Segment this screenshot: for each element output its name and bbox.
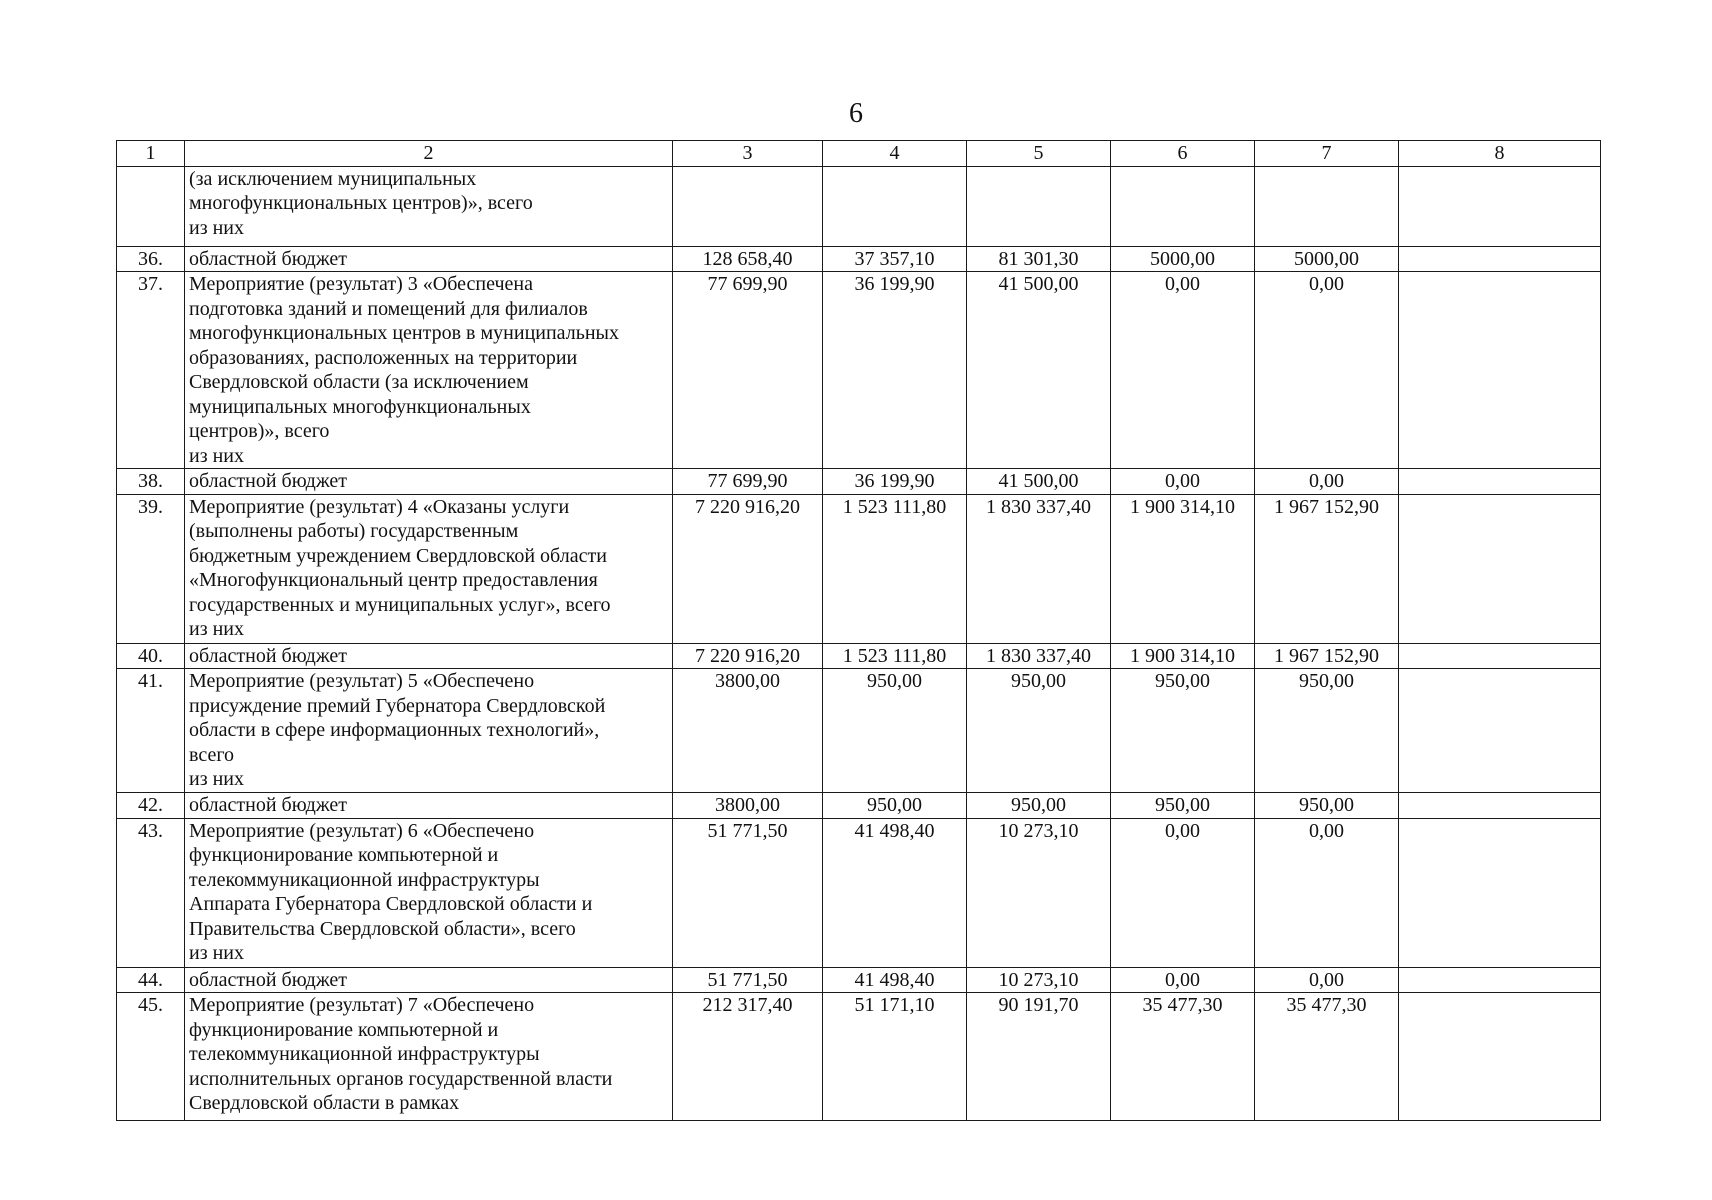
value-col-7: 950,00 bbox=[1255, 793, 1399, 819]
value-col-4: 950,00 bbox=[823, 793, 967, 819]
value-col-6: 950,00 bbox=[1111, 793, 1255, 819]
value-col-4: 1 523 111,80 bbox=[823, 643, 967, 669]
value-col-7: 1 967 152,90 bbox=[1255, 494, 1399, 643]
table-row bbox=[117, 246, 1601, 272]
table-row bbox=[117, 993, 1601, 1121]
row-description: Мероприятие (результат) 7 «Обеспечено функционирование компьютерной и телекоммуникационной инфраструктуры исполнительных органов государственной власти Свердловской области в рамках bbox=[185, 993, 673, 1121]
value-col-3: 212 317,40 bbox=[673, 993, 823, 1121]
row-number: 44. bbox=[117, 967, 185, 993]
value-col-6: 0,00 bbox=[1111, 469, 1255, 495]
value-col-5 bbox=[967, 166, 1111, 246]
table-row bbox=[117, 469, 1601, 495]
value-col-8 bbox=[1399, 818, 1601, 967]
row-number: 42. bbox=[117, 793, 185, 819]
value-col-3: 77 699,90 bbox=[673, 272, 823, 469]
table-row bbox=[117, 272, 1601, 469]
row-description: (за исключением муниципальных многофункциональных центров)», всего из них bbox=[185, 166, 673, 246]
row-number: 39. bbox=[117, 494, 185, 643]
col-header-2: 2 bbox=[185, 141, 673, 167]
value-col-7: 0,00 bbox=[1255, 469, 1399, 495]
value-col-8 bbox=[1399, 166, 1601, 246]
value-col-5: 90 191,70 bbox=[967, 993, 1111, 1121]
value-col-6: 950,00 bbox=[1111, 669, 1255, 793]
value-col-3: 7 220 916,20 bbox=[673, 643, 823, 669]
budget-table bbox=[116, 140, 1601, 1121]
header-row bbox=[117, 141, 1601, 167]
row-number: 41. bbox=[117, 669, 185, 793]
value-col-4: 1 523 111,80 bbox=[823, 494, 967, 643]
value-col-7: 35 477,30 bbox=[1255, 993, 1399, 1121]
row-description: Мероприятие (результат) 4 «Оказаны услуги (выполнены работы) государственным бюджетным учреждением Свердловской области «Многофункциональный центр предоставления государственных и муниципальных услуг», всего из них bbox=[185, 494, 673, 643]
table-row bbox=[117, 166, 1601, 246]
value-col-3: 3800,00 bbox=[673, 669, 823, 793]
row-number: 43. bbox=[117, 818, 185, 967]
value-col-6: 0,00 bbox=[1111, 272, 1255, 469]
table-row bbox=[117, 818, 1601, 967]
row-description: Мероприятие (результат) 5 «Обеспечено присуждение премий Губернатора Свердловской области в сфере информационных технологий», всего из них bbox=[185, 669, 673, 793]
value-col-4: 51 171,10 bbox=[823, 993, 967, 1121]
value-col-8 bbox=[1399, 246, 1601, 272]
row-number: 38. bbox=[117, 469, 185, 495]
value-col-8 bbox=[1399, 272, 1601, 469]
value-col-5: 10 273,10 bbox=[967, 818, 1111, 967]
table-row bbox=[117, 494, 1601, 643]
value-col-7: 0,00 bbox=[1255, 967, 1399, 993]
value-col-3: 7 220 916,20 bbox=[673, 494, 823, 643]
row-description: областной бюджет bbox=[185, 793, 673, 819]
row-description: областной бюджет bbox=[185, 643, 673, 669]
col-header-8: 8 bbox=[1399, 141, 1601, 167]
value-col-7: 0,00 bbox=[1255, 272, 1399, 469]
value-col-6: 35 477,30 bbox=[1111, 993, 1255, 1121]
value-col-7: 0,00 bbox=[1255, 818, 1399, 967]
page-number: 6 bbox=[849, 98, 863, 129]
value-col-6: 0,00 bbox=[1111, 967, 1255, 993]
value-col-8 bbox=[1399, 793, 1601, 819]
value-col-5: 1 830 337,40 bbox=[967, 494, 1111, 643]
value-col-8 bbox=[1399, 967, 1601, 993]
value-col-3 bbox=[673, 166, 823, 246]
value-col-5: 41 500,00 bbox=[967, 272, 1111, 469]
row-description: областной бюджет bbox=[185, 967, 673, 993]
value-col-3: 51 771,50 bbox=[673, 967, 823, 993]
value-col-7 bbox=[1255, 166, 1399, 246]
row-number: 37. bbox=[117, 272, 185, 469]
value-col-4: 950,00 bbox=[823, 669, 967, 793]
value-col-5: 41 500,00 bbox=[967, 469, 1111, 495]
value-col-3: 3800,00 bbox=[673, 793, 823, 819]
table-row bbox=[117, 669, 1601, 793]
value-col-4 bbox=[823, 166, 967, 246]
value-col-8 bbox=[1399, 469, 1601, 495]
value-col-4: 36 199,90 bbox=[823, 272, 967, 469]
row-number: 36. bbox=[117, 246, 185, 272]
col-header-6: 6 bbox=[1111, 141, 1255, 167]
col-header-3: 3 bbox=[673, 141, 823, 167]
row-number: 45. bbox=[117, 993, 185, 1121]
value-col-3: 128 658,40 bbox=[673, 246, 823, 272]
value-col-5: 950,00 bbox=[967, 793, 1111, 819]
row-description: областной бюджет bbox=[185, 469, 673, 495]
value-col-4: 41 498,40 bbox=[823, 967, 967, 993]
col-header-7: 7 bbox=[1255, 141, 1399, 167]
value-col-7: 950,00 bbox=[1255, 669, 1399, 793]
value-col-5: 10 273,10 bbox=[967, 967, 1111, 993]
col-header-4: 4 bbox=[823, 141, 967, 167]
value-col-6: 0,00 bbox=[1111, 818, 1255, 967]
value-col-5: 950,00 bbox=[967, 669, 1111, 793]
value-col-6: 5000,00 bbox=[1111, 246, 1255, 272]
table-row bbox=[117, 967, 1601, 993]
value-col-6 bbox=[1111, 166, 1255, 246]
row-description: Мероприятие (результат) 3 «Обеспечена подготовка зданий и помещений для филиалов многофункциональных центров в муниципальных образованиях, расположенных на территории Свердловской области (за исключением муниципальных многофункциональных центров)», всего из них bbox=[185, 272, 673, 469]
value-col-4: 37 357,10 bbox=[823, 246, 967, 272]
col-header-1: 1 bbox=[117, 141, 185, 167]
value-col-8 bbox=[1399, 643, 1601, 669]
value-col-4: 36 199,90 bbox=[823, 469, 967, 495]
value-col-7: 5000,00 bbox=[1255, 246, 1399, 272]
row-description: областной бюджет bbox=[185, 246, 673, 272]
table-row bbox=[117, 643, 1601, 669]
value-col-8 bbox=[1399, 669, 1601, 793]
row-number: 40. bbox=[117, 643, 185, 669]
value-col-3: 51 771,50 bbox=[673, 818, 823, 967]
value-col-4: 41 498,40 bbox=[823, 818, 967, 967]
table-row bbox=[117, 793, 1601, 819]
value-col-5: 1 830 337,40 bbox=[967, 643, 1111, 669]
value-col-3: 77 699,90 bbox=[673, 469, 823, 495]
col-header-5: 5 bbox=[967, 141, 1111, 167]
row-number bbox=[117, 166, 185, 246]
value-col-8 bbox=[1399, 993, 1601, 1121]
value-col-7: 1 967 152,90 bbox=[1255, 643, 1399, 669]
value-col-6: 1 900 314,10 bbox=[1111, 643, 1255, 669]
value-col-5: 81 301,30 bbox=[967, 246, 1111, 272]
value-col-6: 1 900 314,10 bbox=[1111, 494, 1255, 643]
row-description: Мероприятие (результат) 6 «Обеспечено функционирование компьютерной и телекоммуникационной инфраструктуры Аппарата Губернатора Свердловской области и Правительства Свердловской области», всего из них bbox=[185, 818, 673, 967]
value-col-8 bbox=[1399, 494, 1601, 643]
